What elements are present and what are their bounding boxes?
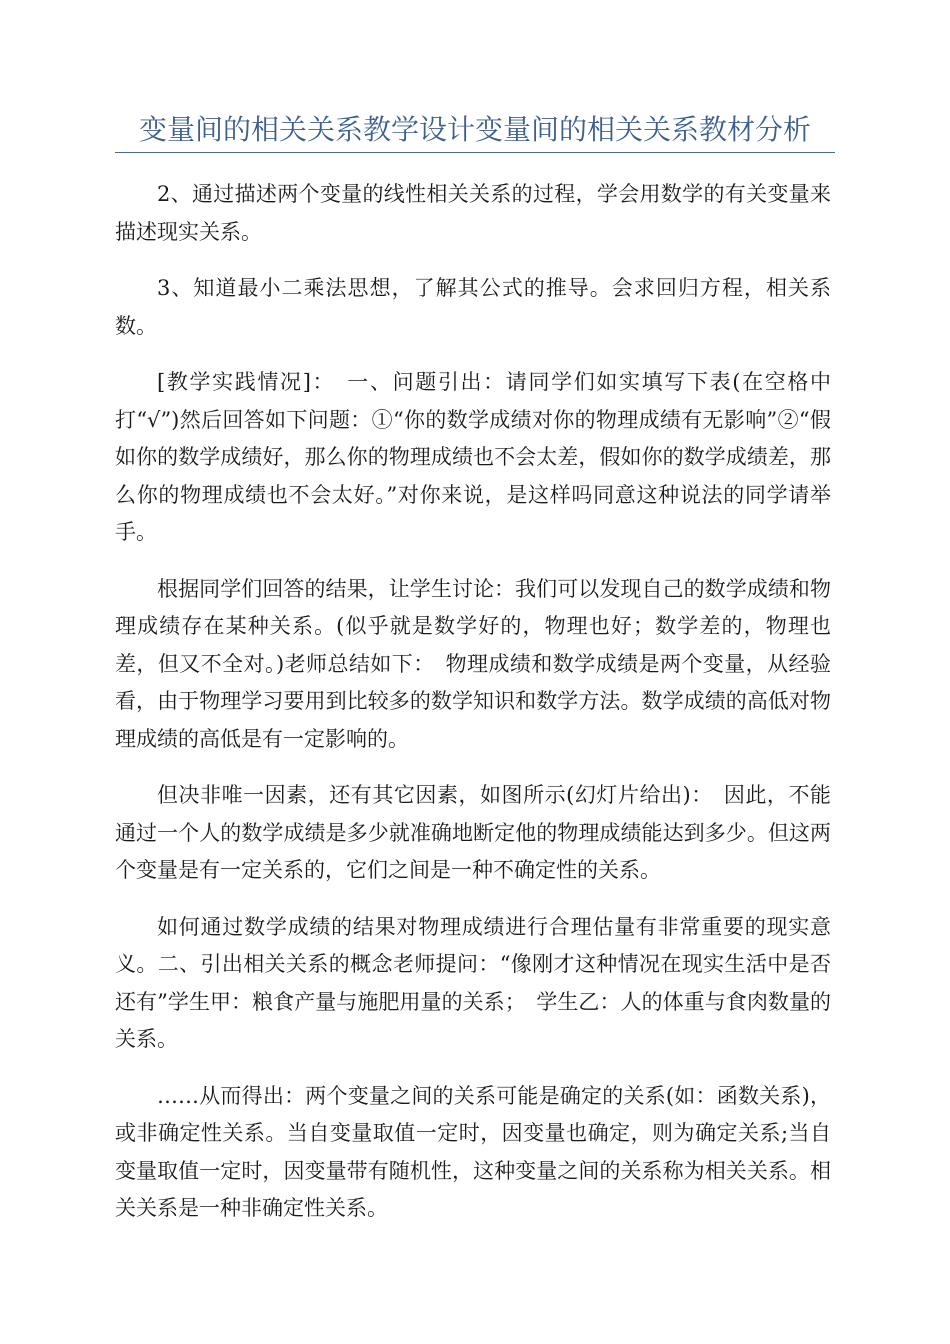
paragraph-objective-3: 3、知道最小二乘法思想，了解其公式的推导。会求回归方程，相关系数。 [115, 276, 831, 338]
title-block [115, 112, 835, 153]
page-title: 变量间的相关关系教学设计变量间的相关关系教材分析 [138, 113, 811, 146]
paragraph-objective-2: 2、通过描述两个变量的线性相关关系的过程，学会用数学的有关变量来描述现实关系。 [115, 182, 831, 244]
paragraph-teaching-practice: [教学实践情况]： 一、问题引出：请同学们如实填写下表(在空格中打“√”)然后回答如下问题：①“你的数学成绩对你的物理成绩有无影响”②“假如你的数学成绩好，那么你的物理成绩也不会太差，假如你的数学成绩差，那么你的物理成绩也不会太好。”对你来说，是这样吗同意这种说法的同学请举手。 [115, 370, 831, 544]
paragraph-other-factors: 但决非唯一因素，还有其它因素，如图所示(幻灯片给出)： 因此，不能通过一个人的数学成绩是多少就准确地断定他的物理成绩能达到多少。但这两个变量是有一定关系的，它们之间是一种不确定性的关系。 [115, 783, 831, 882]
document-body [115, 176, 831, 1247]
paragraph-discussion: 根据同学们回答的结果，让学生讨论：我们可以发现自己的数学成绩和物理成绩存在某种关系。(似乎就是数学好的，物理也好；数学差的，物理也差，但又不全对。)老师总结如下： 物理成绩和数学成绩是两个变量，从经验看，由于物理学习要用到比较多的数学知识和数学方法。数学成绩的高低对物理成绩的高低是有一定影响的。 [115, 576, 831, 751]
paragraph-conclusion: ……从而得出：两个变量之间的关系可能是确定的关系(如：函数关系)，或非确定性关系。当自变量取值一定时，因变量也确定，则为确定关系;当自变量取值一定时，因变量带有随机性，这种变量之间的关系称为相关关系。相关关系是一种非确定性关系。 [115, 1083, 831, 1220]
paragraph-correlation-concept: 如何通过数学成绩的结果对物理成绩进行合理估量有非常重要的现实意义。二、引出相关关系的概念老师提问：“像刚才这种情况在现实生活中是否还有”学生甲：粮食产量与施肥用量的关系； 学生乙：人的体重与食肉数量的关系。 [115, 914, 831, 1051]
